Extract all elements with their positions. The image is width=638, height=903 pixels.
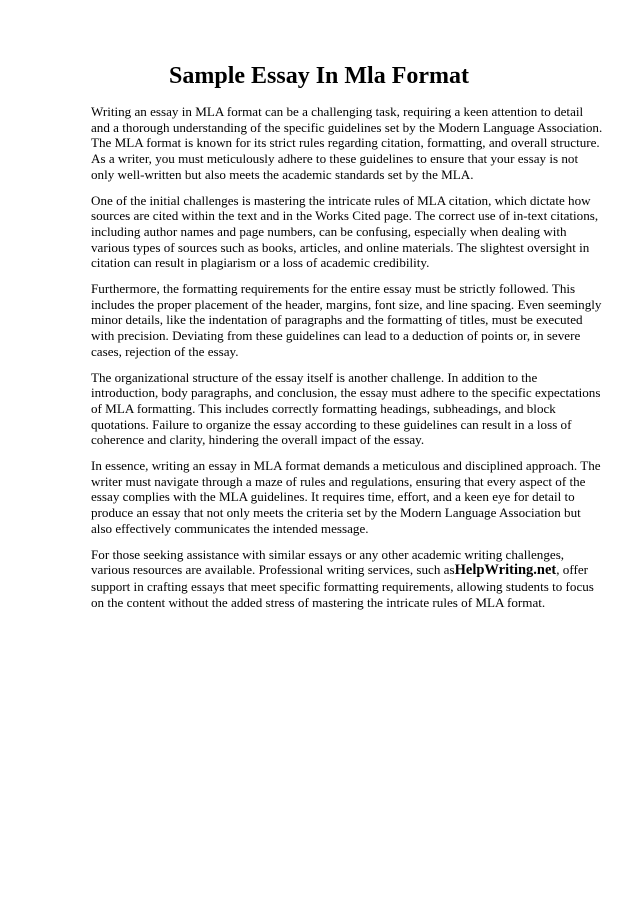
paragraph: One of the initial challenges is mastering the intricate rules of MLA citation, which dictate how sources are cited within the text and in the Works Cited page. The correct use of in-text citations, including author names and page numbers, can be confusing, especially when dealing with various types of sources such as books, articles, and online materials. The slightest oversight in citation can result in plagiarism or a loss of academic credibility. bbox=[91, 192, 599, 271]
paragraph-final bbox=[91, 547, 603, 611]
paragraph: In essence, writing an essay in MLA format demands a meticulous and disciplined approach. The writer must navigate through a maze of rules and regulations, ensuring that every aspect of the essay complies with the MLA guidelines. It requires time, effort, and a keen eye for detail to produce an essay that not only meets the criteria set by the Modern Language Association but also effectively communicates the intended message. bbox=[91, 458, 601, 536]
helpwriting-link[interactable]: HelpWriting.net bbox=[454, 562, 557, 579]
paragraph: The organizational structure of the essay itself is another challenge. In addition to the introduction, body paragraphs, and conclusion, the essay must adhere to the specific expectations of MLA formatting. This includes correctly formatting headings, subheadings, and block quotations. Failure to organize the essay according to these guidelines can result in a loss of coherence and clarity, hindering the overall impact of the essay. bbox=[91, 369, 601, 448]
document-body bbox=[91, 104, 603, 620]
paragraph: Writing an essay in MLA format can be a challenging task, requiring a keen attention to detail and a thorough understanding of the specific guidelines set by the Modern Language Association. The MLA format is known for its strict rules regarding citation, formatting, and overall structure. As a writer, you must meticulously adhere to these guidelines to ensure that your essay is not only well-written but also meets the academic standards set by the MLA. bbox=[91, 104, 603, 182]
paragraph: Furthermore, the formatting requirements for the entire essay must be strictly followed. This includes the proper placement of the header, margins, font size, and line spacing. Even seemingly minor details, like the indentation of paragraphs and the formatting of titles, must be executed with precision. Deviating from these guidelines can lead to a deduction of points or, in severe cases, rejection of the essay. bbox=[91, 281, 602, 359]
paragraph-text-before-link: For those seeking assistance with similar essays or any other academic writing challenges, various resources are available. Professional writing services, such as bbox=[91, 546, 565, 578]
paragraph-text-after-link: , offer support in crafting essays that meet specific formatting requirements, allowing students to focus on the content without the added stress of mastering the intricate rules of MLA format. bbox=[91, 562, 594, 610]
document-title: Sample Essay In Mla Format bbox=[169, 63, 469, 89]
